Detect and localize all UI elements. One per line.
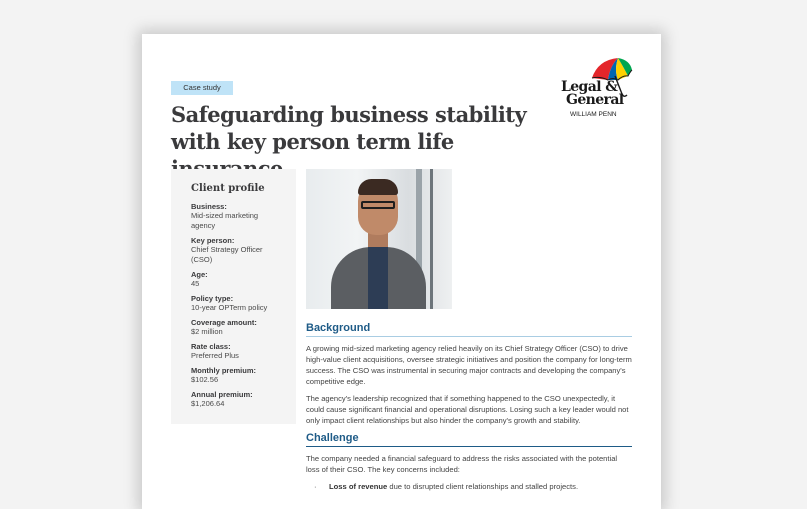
profile-field-rate-class (191, 342, 296, 361)
field-value: $1,206.64 (191, 399, 225, 408)
field-label: Policy type: (191, 294, 234, 303)
client-photo (306, 169, 452, 309)
field-value: 10-year OPTerm policy (191, 303, 268, 312)
field-label: Annual premium: (191, 390, 253, 399)
bullet-icon: · (314, 482, 317, 491)
profile-field-key-person (191, 236, 296, 265)
profile-field-policy-type (191, 294, 296, 313)
field-label: Business: (191, 202, 227, 211)
client-profile-heading: Client profile (191, 183, 265, 194)
field-value: Chief Strategy Officer (CSO) (191, 245, 263, 264)
field-value: Mid-sized marketing agency (191, 211, 259, 230)
client-profile-panel (171, 169, 296, 424)
field-value: $2 million (191, 327, 223, 336)
challenge-paragraph: The company needed a financial safeguard to address the risks associated with the potential loss of their CSO. The key concerns included: (306, 454, 618, 474)
field-label: Monthly premium: (191, 366, 256, 375)
title-line-2: with key person term life (171, 129, 454, 154)
logo-wordmark (561, 81, 624, 107)
field-label: Coverage amount: (191, 318, 257, 327)
case-study-tag: Case study (171, 81, 233, 95)
logo-line-1: Legal & (561, 79, 618, 95)
profile-field-coverage (191, 318, 296, 337)
document-page (142, 34, 661, 509)
logo-line-2: General (566, 92, 624, 108)
background-paragraph-2: The agency's leadership recognized that if something happened to the CSO unexpectedly, it could cause significant financial and operational disruptions. Losing such a key leader would not only impact client relationships but also hinder the company's growth and stability. (306, 394, 629, 425)
legal-general-logo (558, 54, 638, 124)
challenge-list (306, 481, 632, 492)
profile-field-business (191, 202, 296, 231)
list-item (314, 481, 632, 492)
profile-field-annual-premium (191, 390, 296, 409)
main-content (306, 322, 632, 492)
profile-field-monthly-premium (191, 366, 296, 385)
field-label: Rate class: (191, 342, 231, 351)
challenge-heading: Challenge (306, 432, 632, 447)
field-value: 45 (191, 279, 200, 288)
background-paragraph-1: A growing mid-sized marketing agency relied heavily on its Chief Strategy Officer (CSO) to drive high-value client acquisitions, oversee strategic initiatives and position the company for long-term success. The CSO was instrumental in securing major contracts and developing the company's competitive edge. (306, 344, 632, 386)
field-label: Age: (191, 270, 208, 279)
logo-subtitle: WILLIAM PENN (570, 111, 617, 118)
field-value: $102.56 (191, 375, 219, 384)
bullet-bold: Loss of revenue (329, 482, 388, 491)
title-line-1: Safeguarding business stability (171, 102, 527, 127)
field-value: Preferred Plus (191, 351, 239, 360)
profile-field-age (191, 270, 296, 289)
background-heading: Background (306, 322, 632, 337)
bullet-text: due to disrupted client relationships and stalled projects. (387, 482, 579, 491)
field-label: Key person: (191, 236, 235, 245)
